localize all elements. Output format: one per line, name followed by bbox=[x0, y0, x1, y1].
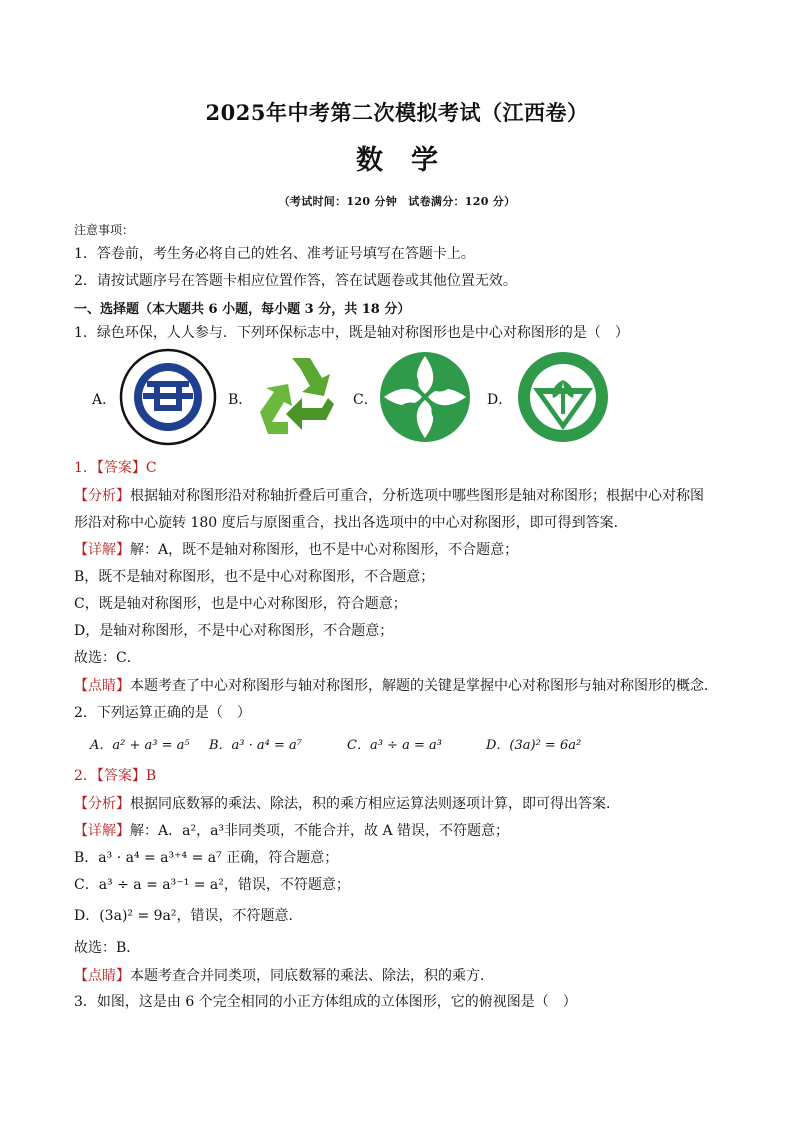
logo-c-icon bbox=[377, 350, 473, 444]
q2-detail-3: C．a³ ÷ a = a³⁻¹ = a²，错误，不符题意； bbox=[74, 877, 350, 893]
q2-comment-text-tag: 【点睛】 bbox=[74, 968, 130, 984]
q1-analysis-text-1-body: 根据轴对称图形沿对称轴折叠后可重合，分析选项中哪些图形是轴对称图形；根据中心对称图 bbox=[130, 488, 704, 504]
q1-label-c: C． bbox=[353, 392, 378, 408]
q2-option-a: A．a² + a³ = a⁵ bbox=[90, 738, 190, 753]
q1-detail-text-1-body: 解：A，既不是轴对称图形，也不是中心对称图形，不合题意； bbox=[130, 542, 519, 558]
q2-answer: 2．【答案】B bbox=[74, 768, 157, 784]
q2-option-d: D．(3a)² = 6a² bbox=[486, 738, 582, 753]
q2-analysis-text-tag: 【分析】 bbox=[74, 796, 130, 812]
q1-comment bbox=[74, 675, 718, 695]
q1-comment-text bbox=[74, 678, 718, 694]
q2-detail-2: B．a³ · a⁴ = a³⁺⁴ = a⁷ 正确，符合题意； bbox=[74, 850, 339, 866]
q1-analysis-text-1-tag: 【分析】 bbox=[74, 488, 130, 504]
logo-d-icon bbox=[515, 350, 611, 444]
q1-analysis-2: 形沿对称中心旋转 180 度后与原图重合，找出各选项中的中心对称图形，即可得到答案． bbox=[74, 515, 628, 531]
q1-label-b: B． bbox=[228, 392, 253, 408]
q1-comment-text-body: 本题考查了中心对称图形与轴对称图形，解题的关键是掌握中心对称图形与轴对称图形的概念． bbox=[130, 678, 718, 694]
q3-stem: 3．如图，这是由 6 个完全相同的小正方体组成的立体图形，它的俯视图是（ ） bbox=[74, 994, 577, 1010]
q1-detail-3: C，既是轴对称图形，也是中心对称图形，符合题意； bbox=[74, 596, 407, 612]
q2-detail-4: D．(3a)² = 9a²，错误，不符题意． bbox=[74, 908, 303, 924]
q2-comment-text-body: 本题考查合并同类项，同底数幂的乘法、除法，积的乘方． bbox=[130, 968, 494, 984]
q2-detail-1 bbox=[74, 820, 509, 840]
q1-analysis-1 bbox=[74, 485, 704, 505]
q2-option-b: B．a³ · a⁴ = a⁷ bbox=[209, 738, 302, 753]
section-1-heading: 一、选择题（本大题共 6 小题，每小题 3 分，共 18 分） bbox=[74, 302, 411, 317]
q1-choose: 故选：C． bbox=[74, 650, 141, 666]
q1-detail-1 bbox=[74, 539, 518, 559]
q2-comment bbox=[74, 965, 494, 985]
notes-heading: 注意事项： bbox=[74, 223, 135, 237]
q1-answer: 1．【答案】C bbox=[74, 460, 157, 476]
q1-detail-text-1 bbox=[74, 542, 518, 558]
q1-stem: 1．绿色环保，人人参与．下列环保标志中，既是轴对称图形也是中心对称图形的是（ ） bbox=[74, 325, 629, 341]
q2-option-c: C．a³ ÷ a = a³ bbox=[347, 738, 442, 753]
q1-comment-text-tag: 【点睛】 bbox=[74, 678, 130, 694]
q2-analysis-text-body: 根据同底数幂的乘法、除法，积的乘方相应运算法则逐项计算，即可得出答案． bbox=[130, 796, 620, 812]
q1-analysis-text-1 bbox=[74, 488, 704, 504]
q2-choose: 故选：B． bbox=[74, 940, 141, 956]
q1-label-d: D． bbox=[487, 392, 513, 408]
q1-label-a: A． bbox=[92, 392, 117, 408]
q2-comment-text bbox=[74, 968, 494, 984]
q2-stem: 2．下列运算正确的是（ ） bbox=[74, 705, 251, 721]
notes-item-2: 2．请按试题序号在答题卡相应位置作答，答在试题卷或其他位置无效。 bbox=[74, 273, 517, 289]
q1-detail-2: B，既不是轴对称图形，也不是中心对称图形，不合题意； bbox=[74, 569, 435, 585]
exam-title: 2025年中考第二次模拟考试（江西卷） bbox=[205, 100, 589, 125]
notes-item-1: 1．答卷前，考生务必将自己的姓名、准考证号填写在答题卡上。 bbox=[74, 246, 475, 262]
q2-detail-text-1-tag: 【详解】 bbox=[74, 823, 130, 839]
q2-detail-text-1 bbox=[74, 823, 509, 839]
exam-info: （考试时间：120 分钟 试卷满分：120 分） bbox=[278, 195, 516, 208]
exam-subject: 数学 bbox=[356, 145, 466, 176]
q2-analysis bbox=[74, 793, 620, 813]
q2-detail-text-1-body: 解：A．a²，a³非同类项，不能合并，故 A 错误，不符题意； bbox=[130, 823, 510, 839]
logo-a-icon bbox=[117, 347, 219, 447]
q2-analysis-text bbox=[74, 796, 620, 812]
q1-detail-text-1-tag: 【详解】 bbox=[74, 542, 130, 558]
q1-detail-4: D，是轴对称图形，不是中心对称图形，不合题意； bbox=[74, 623, 394, 639]
recycle-icon bbox=[252, 352, 342, 440]
